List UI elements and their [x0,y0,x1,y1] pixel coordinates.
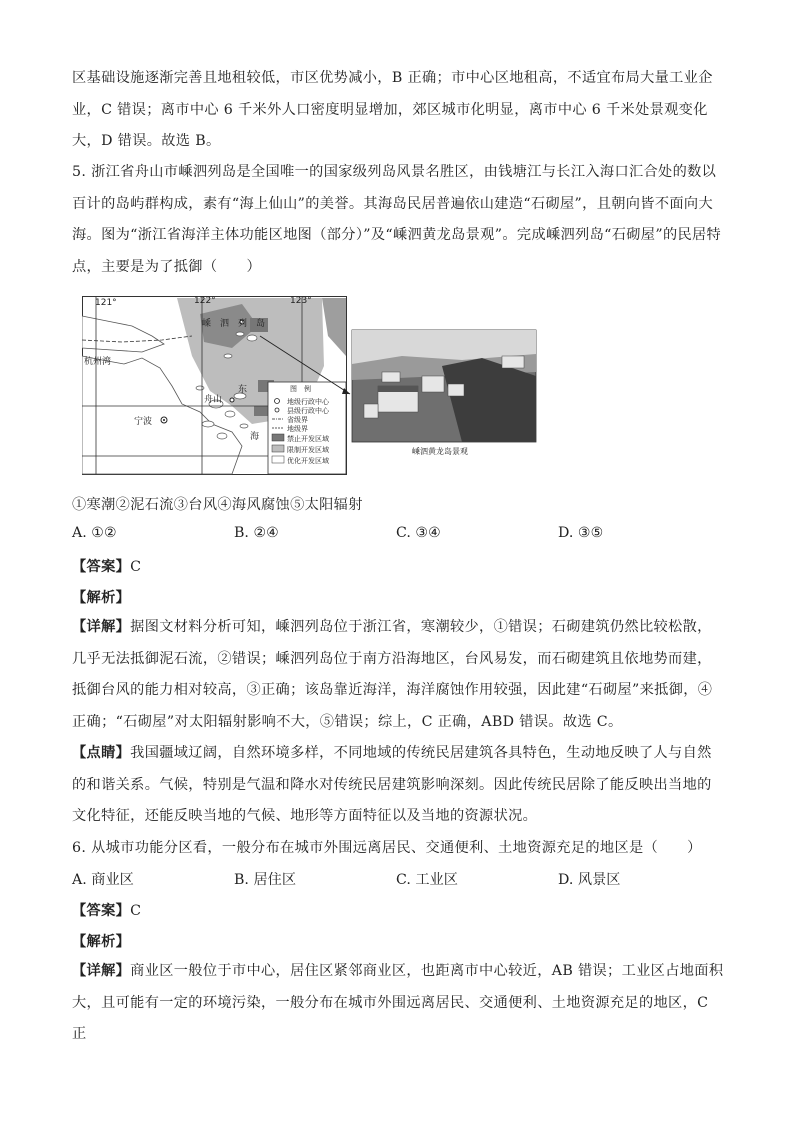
question-6-detail [72,956,724,1051]
legend-item: 限制开发区域 [287,446,329,454]
option-d: D. ③⑤ [558,525,604,541]
option-b: B. 居住区 [234,872,297,888]
option-c: C. 工业区 [396,872,458,888]
legend-title: 图 例 [290,385,311,393]
question-5-items: ①寒潮②泥石流③台风④海风腐蚀⑤太阳辐射 [72,497,363,513]
east-label: 东 [238,385,248,395]
option-a: A. ①② [72,525,117,541]
longitude-122-label: 122° [194,296,216,306]
question-5-analysis-tag: 【解析】 [72,590,131,606]
detail-tag: 【详解】 [72,619,131,635]
comment-tag: 【点睛】 [72,745,131,761]
legend-item: 省级界 [287,416,308,424]
longitude-121-label: 121° [95,298,117,308]
option-c: C. ③④ [396,525,441,541]
legend-item: 禁止开发区域 [287,435,329,443]
previous-explanation: 区基础设施逐渐完善且地租较低，市区优势减小，B 正确；市中心区地租高，不适宜布局大量工业企业，C 错误；离市中心 6 千米外人口密度明显增加，郊区城市化明显，离市中心 6 千米处景观变化大，D 错误。故选 B。 [72,70,713,149]
answer-value: C [130,559,142,575]
question-5-stem: 5. 浙江省舟山市嵊泗列岛是全国唯一的国家级列岛风景名胜区，由钱塘江与长江入海口汇合处的数以百计的岛屿群构成，素有“海上仙山”的美誉。其海岛民居普遍依山建造“石砌屋”，且朝向皆不面向大海。图为“浙江省海洋主体功能区地图（部分）”及“嵊泗黄龙岛景观”。完成嵊泗列岛“石砌屋”的民居特点，主要是为了抵御（ ） [72,164,722,275]
question-6-answer [72,900,141,920]
answer-tag: 【答案】 [72,903,131,919]
question-6-analysis-tag: 【解析】 [72,934,131,950]
longitude-123-label: 123° [290,296,312,306]
detail-text: 据图文材料分析可知，嵊泗列岛位于浙江省，寒潮较少，①错误；石砌建筑仍然比较松散，几乎无法抵御泥石流，②错误；嵊泗列岛位于南方沿海地区，台风易发，而石砌建筑且依地势而建，抵御台风的能力相对较高，③正确；该岛靠近海洋，海洋腐蚀作用较强，因此建“石砌屋”来抵御，④正确；“石砌屋”对太阳辐射影响不大，⑤错误；综上，C 正确，ABD 错误。故选 C。 [72,619,713,730]
detail-text: 商业区一般位于市中心，居住区紧邻商业区，也距离市中心较近，AB 错误；工业区占地面积大，且可能有一定的环境污染，一般分布在城市外围远离居民、交通便利、土地资源充足的地区，C 正 [72,963,724,1042]
option-a: A. 商业区 [72,872,134,888]
question-6-stem: 6. 从城市功能分区看，一般分布在城市外围远离居民、交通便利、土地资源充足的地区是（ ） [72,840,702,856]
question-5-answer [72,556,141,576]
photo-caption: 嵊泗黄龙岛景观 [412,447,468,456]
question-5-detail [72,612,724,738]
answer-value: C [130,903,142,919]
zhoushan-label: 舟山 [204,395,223,405]
ningbo-label: 宁波 [134,417,153,427]
shengsi-islands-label: 嵊 泗 列 岛 [202,319,266,329]
legend-item: 县级行政中心 [287,407,329,415]
question-5-figure [82,296,540,476]
option-b: B. ②④ [234,525,279,541]
option-d: D. 风景区 [558,872,621,888]
comment-text: 我国疆域辽阔，自然环境多样，不同地域的传统民居建筑各具特色，生动地反映了人与自然的和谐关系。气候，特别是气温和降水对传统民居建筑影响深刻。因此传统民居除了能反映出当地的文化特征，还能反映当地的气候、地形等方面特征以及当地的资源状况。 [72,745,712,824]
answer-tag: 【答案】 [72,559,131,575]
sea-label: 海 [250,432,260,442]
detail-tag: 【详解】 [72,963,131,979]
question-5-comment [72,738,724,833]
legend-item: 地级行政中心 [287,398,329,406]
hangzhou-bay-label: 杭州湾 [84,357,112,367]
legend-item: 地级界 [287,425,308,433]
legend-item: 优化开发区域 [287,457,329,465]
